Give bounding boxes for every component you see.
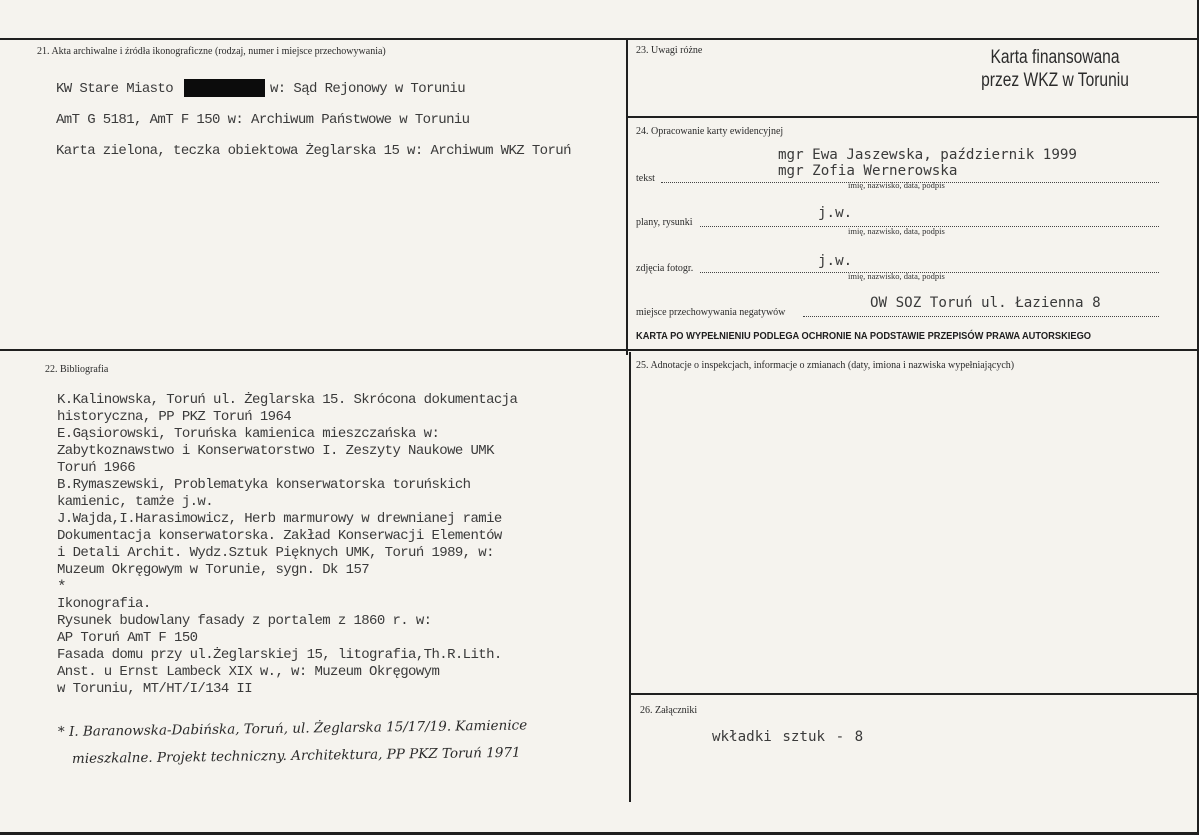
zdjecia-value: j.w. [818,253,853,269]
miejsce-dotted-line [803,316,1159,317]
bibliography-line: kamienic, tamże j.w. [57,494,214,510]
miejsce-label: miejsce przechowywania negatywów [636,307,786,318]
copyright-note: KARTA PO WYPEŁNIENIU PODLEGA OCHRONIE NA PODSTAWIE PRZEPISÓW PRAWA AUTORSKIEGO [636,331,1092,342]
archive-line-1-prefix: KW Stare Miasto [56,81,174,97]
tekst-value-2: mgr Zofia Wernerowska [778,163,958,179]
center-divider [626,38,628,355]
bibliography-line: K.Kalinowska, Toruń ul. Żeglarska 15. Skrócona dokumentacja [57,392,518,408]
section-24-label: 24. Opracowanie karty ewidencyjnej [636,126,784,137]
divider-25-26 [629,693,1199,695]
bibliography-line: Toruń 1966 [57,460,136,476]
archive-line-2: AmT G 5181, AmT F 150 w: Archiwum Państwowe w Toruniu [56,112,470,128]
divider-23-24 [626,116,1199,118]
bibliography-line: Muzeum Okręgowym w Torunie, sygn. Dk 157 [57,562,370,578]
mid-horizontal-divider [0,349,1199,351]
bibliography-line: Fasada domu przy ul.Żeglarskiej 15, litografia,Th.R.Lith. [57,647,502,663]
plany-label: plany, rysunki [636,217,693,228]
section-21-label: 21. Akta archiwalne i źródła ikonograficzne (rodzaj, numer i miejsce przechowywania) [37,46,386,57]
bibliography-line: J.Wajda,I.Harasimowicz, Herb marmurowy w drewnianej ramie [57,511,502,527]
zdjecia-caption: imię, nazwisko, data, podpis [848,271,945,281]
financing-stamp [965,46,1145,92]
section-25-label: 25. Adnotacje o inspekcjach, informacje o zmianach (daty, imiona i nazwiska wypełniających) [636,360,1015,371]
bibliography-line: Rysunek budowlany fasady z portalem z 1860 r. w: [57,613,432,629]
section-22-label: 22. Bibliografia [45,364,109,375]
bibliography-asterisk: * [57,578,67,596]
top-border [0,38,1199,40]
attachments-value: wkładki sztuk - 8 [712,729,864,745]
bibliography-line: AP Toruń AmT F 150 [57,630,198,646]
archive-line-1-suffix: w: Sąd Rejonowy w Toruniu [270,81,466,97]
bibliography-line: B.Rymaszewski, Problematyka konserwatorska toruńskich [57,477,471,493]
center-divider-lower [629,352,631,802]
tekst-caption: imię, nazwisko, data, podpis [848,180,945,190]
bibliography-line: Anst. u Ernst Lambeck XIX w., w: Muzeum Okręgowym [57,664,440,680]
tekst-value-1: mgr Ewa Jaszewska, październik 1999 [778,147,1077,163]
section-23-label: 23. Uwagi różne [636,45,703,56]
bibliography-line: Zabytkoznawstwo i Konserwatorstwo I. Zeszyty Naukowe UMK [57,443,494,459]
bibliography-line: i Detali Archit. Wydz.Sztuk Pięknych UMK, Toruń 1989, w: [57,545,494,561]
bibliography-line: w Toruniu, MT/HT/I/134 II [57,681,253,697]
zdjecia-label: zdjęcia fotogr. [636,263,694,274]
handwritten-note-line-1: * I. Baranowska-Dabińska, Toruń, ul. Żeglarska 15/17/19. Kamienice [57,717,528,740]
stamp-line-2: przez WKZ w Toruniu [981,70,1129,91]
bibliography-line: historyczna, PP PKZ Toruń 1964 [57,409,292,425]
bibliography-list [57,392,517,698]
redaction-bar [184,79,265,97]
plany-caption: imię, nazwisko, data, podpis [848,226,945,236]
plany-value: j.w. [818,205,853,221]
tekst-label: tekst [636,173,655,184]
bibliography-line: E.Gąsiorowski, Toruńska kamienica mieszczańska w: [57,426,440,442]
archive-line-3: Karta zielona, teczka obiektowa Żeglarska 15 w: Archiwum WKZ Toruń [56,143,571,159]
bibliography-line: Ikonografia. [57,596,151,612]
stamp-line-1: Karta finansowana [990,47,1120,68]
section-26-label: 26. Załączniki [640,705,698,716]
miejsce-value: OW SOZ Toruń ul. Łazienna 8 [870,295,1101,311]
handwritten-note-line-2: mieszkalne. Projekt techniczny. Architektura, PP PKZ Toruń 1971 [71,744,521,767]
bibliography-line: Dokumentacja konserwatorska. Zakład Konserwacji Elementów [57,528,502,544]
